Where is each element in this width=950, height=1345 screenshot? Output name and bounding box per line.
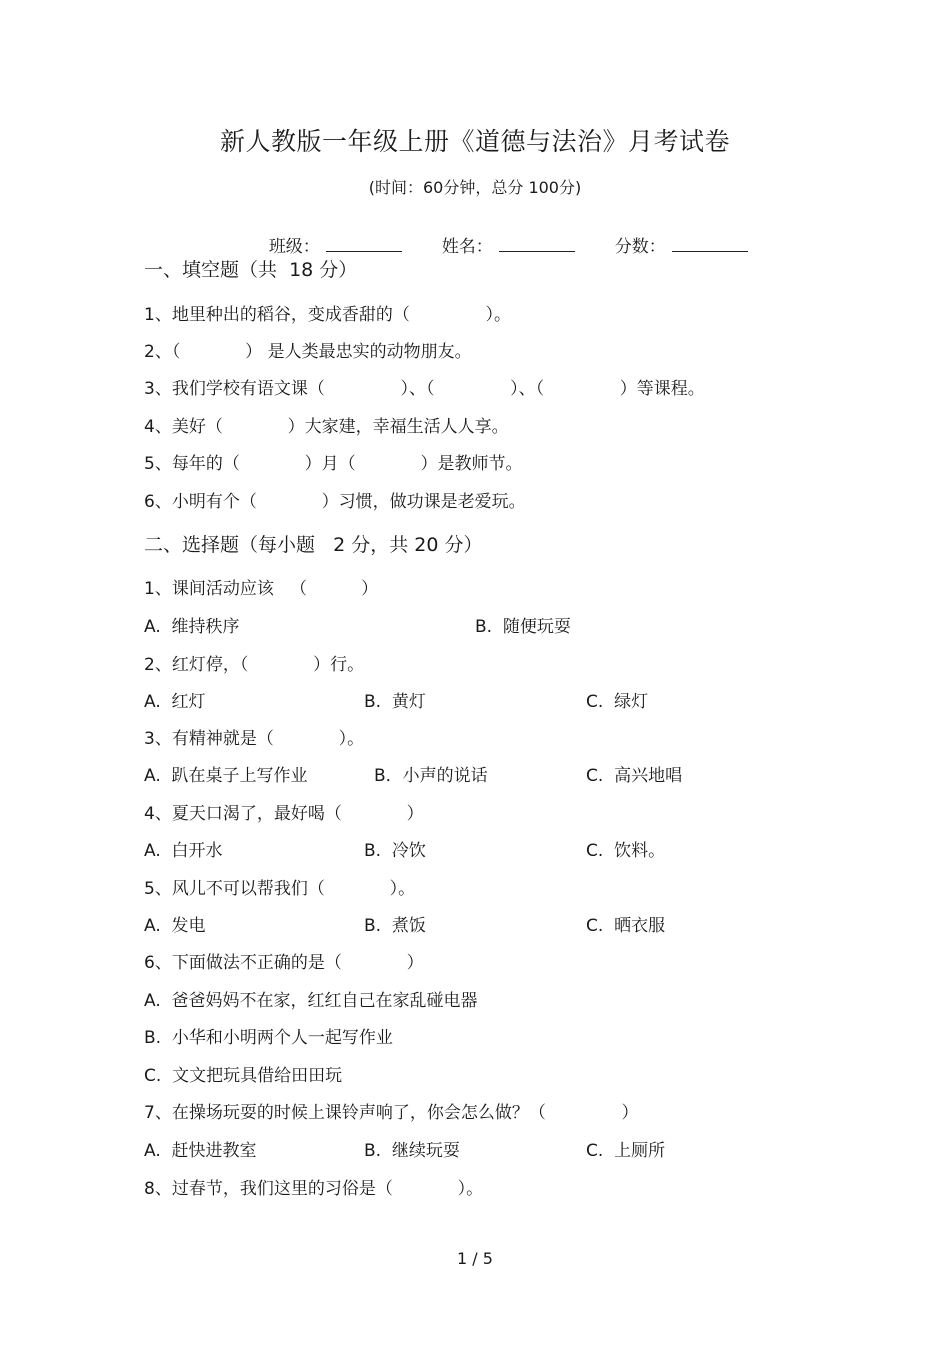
option: A. 红灯 [144, 692, 206, 712]
fill-item: 3、我们学校有语文课（ ）、（ ）、（ ）等课程。 [144, 379, 705, 399]
option: A. 白开水 [144, 841, 223, 861]
score-label: 分数： [614, 237, 666, 257]
score-field [604, 212, 748, 257]
score-blank[interactable] [672, 235, 748, 252]
question: 1、课间活动应该 （ ） [144, 579, 379, 599]
option: B. 黄灯 [364, 692, 426, 712]
question: 7、在操场玩耍的时候上课铃声响了，你会怎么做？（ ） [144, 1103, 639, 1123]
class-blank[interactable] [326, 235, 402, 252]
fill-item: 5、每年的（ ）月（ ）是教师节。 [144, 454, 523, 474]
option: C. 高兴地唱 [586, 766, 683, 786]
option: B. 煮饭 [364, 916, 426, 936]
option: C. 文文把玩具借给田田玩 [144, 1066, 343, 1086]
option: A. 趴在桌子上写作业 [144, 766, 308, 786]
question: 2、红灯停，（ ）行。 [144, 655, 365, 675]
class-field [258, 212, 402, 257]
option: C. 晒衣服 [586, 916, 666, 936]
question: 6、下面做法不正确的是（ ） [144, 953, 424, 973]
section2-title: 二、选择题（每小题 2 分，共 20 分） [144, 534, 483, 556]
fill-item: 6、小明有个（ ）习惯，做功课是老爱玩。 [144, 492, 526, 512]
question: 8、过春节，我们这里的习俗是（ ）。 [144, 1179, 484, 1199]
option: A. 爸爸妈妈不在家，红红自己在家乱碰电器 [144, 991, 478, 1011]
exam-title: 新人教版一年级上册《道德与法治》月考试卷 [219, 127, 730, 156]
fill-item: 4、美好（ ）大家建，幸福生活人人享。 [144, 417, 509, 437]
section1-title: 一、填空题（共 18 分） [144, 259, 358, 281]
option: C. 饮料。 [586, 841, 666, 861]
class-label: 班级： [268, 237, 320, 257]
fill-item: 1、地里种出的稻谷，变成香甜的（ ）。 [144, 305, 511, 325]
option: A. 赶快进教室 [144, 1141, 257, 1161]
option: B. 继续玩耍 [364, 1141, 460, 1161]
option: B. 随便玩耍 [475, 617, 571, 637]
fill-item: 2、（ ） 是人类最忠实的动物朋友。 [144, 342, 472, 362]
option: B. 小华和小明两个人一起写作业 [144, 1028, 393, 1048]
option: C. 绿灯 [586, 692, 649, 712]
question: 5、风儿不可以帮我们（ ）。 [144, 879, 416, 899]
option: A. 发电 [144, 916, 206, 936]
question: 4、夏天口渴了，最好喝（ ） [144, 804, 424, 824]
exam-subtitle: (时间：60分钟，总分 100分) [368, 178, 582, 197]
option: B. 冷饮 [364, 841, 426, 861]
question: 3、有精神就是（ ）。 [144, 729, 365, 749]
name-label: 姓名： [441, 237, 493, 257]
name-field [431, 212, 575, 257]
name-blank[interactable] [499, 235, 575, 252]
option: A. 维持秩序 [144, 617, 240, 637]
page-number: 1 / 5 [457, 1249, 493, 1268]
option: B．小声的说话 [374, 766, 488, 786]
option: C. 上厕所 [586, 1141, 666, 1161]
